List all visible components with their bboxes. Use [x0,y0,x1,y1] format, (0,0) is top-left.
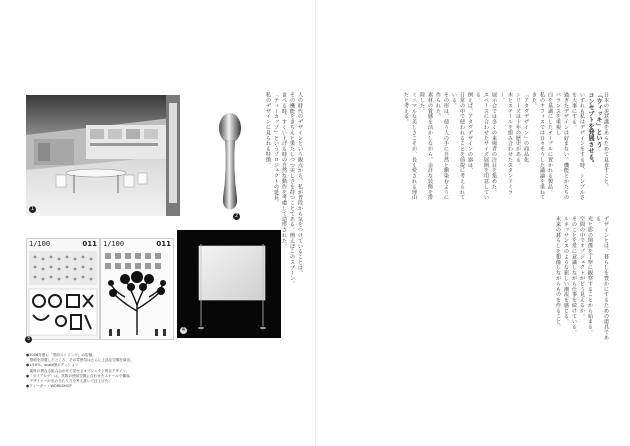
body-line: そのことを常に意識しながら仕事を続けている。 [571,216,577,335]
body-line: シリーズは十年の歴史がある。 [515,92,521,168]
product-card-right [26,238,174,342]
caption-line: ●「ダイアログ」は、実際の使用空間に合わせたスケールで構成。 [26,373,134,378]
body-line: 日本の美意識をあらためて見直すこと。 [603,92,609,190]
page-gutter [315,0,316,446]
body-line: 食べる時、すくい上げる時の自然な動作を考慮して造形された。 [281,92,287,249]
body-line: 例えば、アタダデザインの器は、 [467,92,473,173]
body-line: デザインとは、暮らしを豊かにするための道具である。 [595,216,609,341]
caption-line: 照明を設置したところ、その雰囲気はさらに上品な空間を演出。 [26,358,134,363]
body-line: 素材の質感を活かしながら、余計な装飾を排除した。 [419,92,433,200]
right-page-upper-text [330,92,610,204]
body-line: ルネッサンスのような新しい潮流を感じる。 [563,216,569,324]
spoon-photo [208,110,252,218]
body-line: 光と影の関係を丁寧に観察することから始まる。 [587,216,593,335]
caption-line: デザイナーが光の当たり方を考え抜いて仕上げた。 [26,379,112,384]
left-page-vertical-text [260,92,304,340]
body-line: ミニマルな美しさこそが、長く愛される理由だと考える。 [403,92,417,200]
caption-line: 素材の異なる組み合わせで見せるオブジェクト的なデザイン。 [26,368,130,373]
body-line: 日常の中で使われることを前提に考えられている。 [451,92,465,200]
right-page-lower-text [330,216,610,342]
caption-line: ●フィーガー・WORKSHOP [26,384,72,389]
body-line: 展示会では多くの来場者の注目を集めた。 [491,92,497,195]
figure-number-4: 4 [181,327,186,333]
body-line: 過ぎたデザインは好まない。機能とかたちのバランスを重視し [555,92,569,200]
body-line: その形は、使う人の手に自然と馴染むように作られた。 [435,92,449,200]
body-line: 「ティーカップ」というプロジェクトの延長。 [273,92,279,206]
office-interior-photo [26,95,180,216]
section-heading: コンセプトを発展させる。 [587,92,594,167]
figure-number-3: 3 [26,336,31,342]
body-line: 空間の中でオブジェクトがどう見えるか。 [579,216,585,319]
card-left-number: 011 [82,240,97,248]
card-right-pattern [101,249,173,339]
body-line: 木とスチールを組み合わせたスタンドミラー。 [499,92,513,195]
body-line: 白を基調にしたテーブルに置かれる製品。 [547,92,553,195]
body-line: 未来の暮らしを想像しながらものを作ること。 [555,216,561,330]
figure-number-2: 2 [234,213,239,219]
product-card-left [26,238,100,340]
office-interior-illustration [26,95,180,216]
body-line: いずれも私はデザインをする時、シンプルさを大事にする。 [571,92,585,200]
body-line: スペースに合わせたサイズ展開を用意している。 [475,92,489,200]
caption-line: ●2006年夏に「男前ストリング」の店舗。 [26,353,96,357]
body-line: 「アタダデザイン」の商品化 [523,92,529,163]
card-right-number: 011 [156,240,171,248]
spoon-illustration [208,110,252,218]
body-line: 私のデザインに見られる特徴。 [265,92,271,168]
figure-number-1: 1 [30,206,35,212]
card-left-title: 1/100 [29,240,51,248]
card-left-pattern [27,249,99,339]
section-heading: 「ウィッキ」という [595,92,602,148]
body-line: 人の時代のデザインという観点から、私が普段から気をつけていることは、 [297,92,303,276]
figure-captions [26,353,226,389]
body-line: その機能をきちんと果たしつつ美しさを持つことである。例えばこのスプーン。 [289,92,295,287]
caption-line: ●1/10%、scale版エディション [26,363,79,368]
body-line: 私のオフィスでは日々そうした議論を重ねてきた。 [531,92,545,200]
card-right-title: 1/100 [103,240,125,248]
